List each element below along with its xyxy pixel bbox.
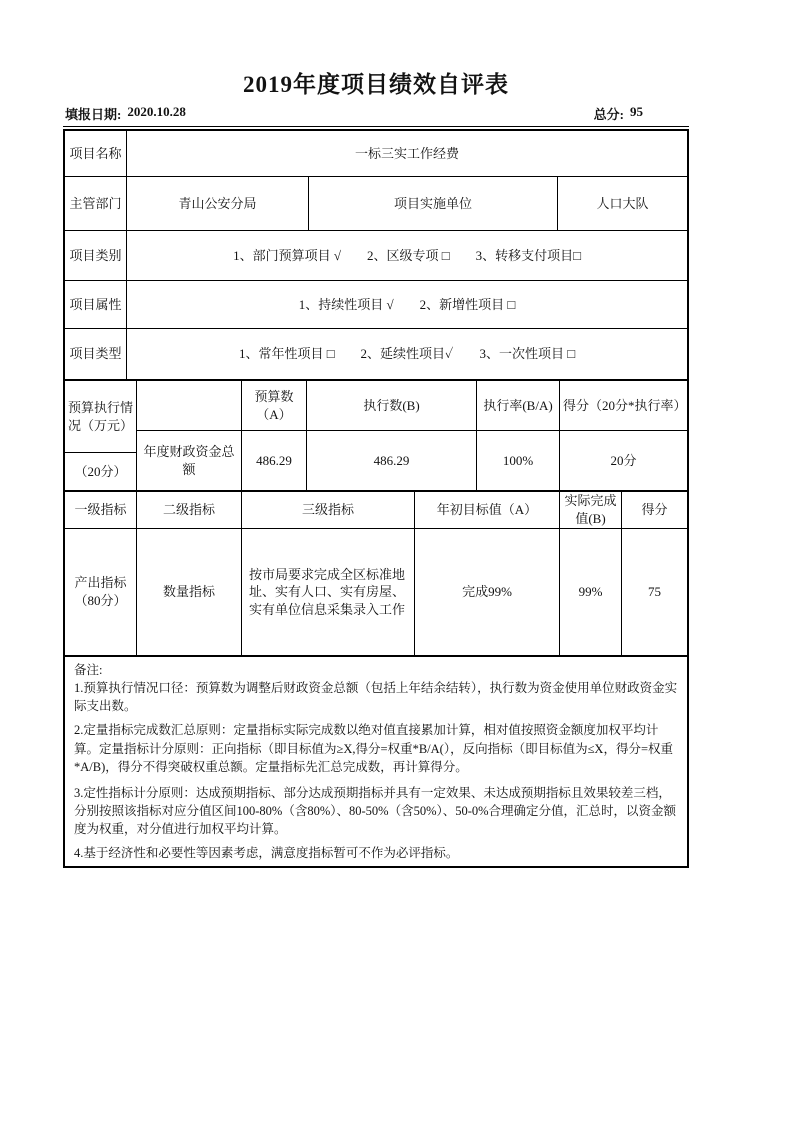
notes-title: 备注: [74, 663, 103, 677]
budget-header-exec: 执行数(B) [307, 381, 477, 430]
evaluation-table [63, 129, 689, 868]
budget-main [137, 381, 687, 490]
document-content [63, 66, 689, 868]
note-item-2: 2.定量指标完成数汇总原则：定量指标实际完成数以绝对值直接累加计算，相对值按照资金额度加权平均计算。定量指标计分原则：正向指标（即目标值为≥X,得分=权重*B/A(），反向指标（即目标值为≤X，得分=权重*A/B)，得分不得突破权重总额。定量指标先汇总完成数，再计算得分。 [74, 723, 674, 774]
header-target: 年初目标值（A） [415, 492, 560, 528]
indicator-actual-value: 99% [560, 529, 622, 655]
header-level2: 二级指标 [137, 492, 242, 528]
budget-label-score: （20分） [74, 463, 127, 479]
budget-score-value: 20分 [610, 452, 637, 468]
meta-row [63, 104, 689, 127]
budget-data-row [137, 431, 687, 490]
exec-amount-value: 486.29 [307, 431, 477, 490]
indicator-target-value: 完成99% [415, 529, 560, 655]
budget-header-budget: 预算数（A） [242, 381, 307, 430]
category-label: 项目类别 [65, 231, 127, 280]
budget-label-top: 预算执行情况（万元） [65, 381, 136, 453]
budget-header-rate: 执行率(B/A) [477, 381, 560, 430]
header-level1: 一级指标 [65, 492, 137, 528]
implementing-unit-value: 人口大队 [596, 195, 649, 211]
budget-header-empty [137, 381, 242, 430]
report-date [65, 104, 186, 123]
total-score [594, 104, 643, 123]
exec-rate-value: 100% [477, 431, 560, 490]
project-name-label: 项目名称 [65, 131, 127, 176]
notes-section [65, 657, 687, 866]
note-item-3: 3.定性指标计分原则：达成预期指标、部分达成预期指标并具有一定效果、未达成预期指标且效果较差三档，分别按照该指标对应分值区间100-80%（含80%）、80-50%（含50%）、50-0%合理确定分值，汇总时，以资金额度为权重，对分值进行加权平均计算。 [74, 785, 677, 836]
note-item-4: 4.基于经济性和必要性等因素考虑，满意度指标暂可不作为必评指标。 [74, 846, 459, 861]
row-project-name [65, 131, 687, 177]
indicator-level1-line1: 产出指标 [74, 575, 127, 591]
attribute-label: 项目属性 [65, 281, 127, 328]
type-label: 项目类型 [65, 329, 127, 379]
indicator-header-row [65, 492, 687, 529]
header-actual: 实际完成值(B) [560, 492, 622, 528]
header-level3: 三级指标 [242, 492, 415, 528]
report-date-label: 填报日期: [65, 107, 122, 122]
indicator-level3: 按市局要求完成全区标准地址、实有人口、实有房屋、实有单位信息采集录入工作 [242, 529, 415, 655]
report-date-value: 2020.10.28 [127, 104, 186, 119]
row-attribute [65, 281, 687, 329]
project-name-value: 一标三实工作经费 [354, 145, 459, 161]
indicator-level2: 数量指标 [137, 529, 242, 655]
indicator-level1 [65, 529, 137, 655]
department-label: 主管部门 [65, 177, 127, 230]
indicator-score-value: 75 [648, 584, 661, 600]
budget-header-score: 得分（20分*执行率） [563, 397, 687, 413]
page-title: 2019年度项目绩效自评表 [243, 72, 509, 97]
indicator-data-row [65, 529, 687, 657]
budget-label-column [65, 381, 137, 490]
indicator-level1-line2: （80分） [74, 593, 127, 608]
total-score-label: 总分: [593, 107, 624, 122]
type-options: 1、常年性项目 □ 2、延续性项目✓ 3、一次性项目 □ [238, 346, 576, 362]
row-department [65, 177, 687, 231]
header-score: 得分 [641, 502, 668, 518]
budget-section [65, 381, 687, 492]
budget-row-name: 年度财政资金总额 [137, 431, 242, 490]
row-category [65, 231, 687, 281]
budget-header-row [137, 381, 687, 431]
category-options: 1、部门预算项目 √ 2、区级专项 □ 3、转移支付项目□ [233, 247, 581, 263]
note-item-1: 1.预算执行情况口径：预算数为调整后财政资金总额（包括上年结余结转），执行数为资金使用单位财政资金实际支出数。 [74, 681, 678, 714]
total-score-value: 95 [630, 104, 643, 119]
row-type [65, 329, 687, 381]
attribute-options: 1、持续性项目 √ 2、新增性项目 □ [298, 296, 516, 312]
budget-amount-value: 486.29 [242, 431, 307, 490]
department-value: 青山公安分局 [127, 177, 309, 230]
implementing-unit-label: 项目实施单位 [309, 177, 558, 230]
